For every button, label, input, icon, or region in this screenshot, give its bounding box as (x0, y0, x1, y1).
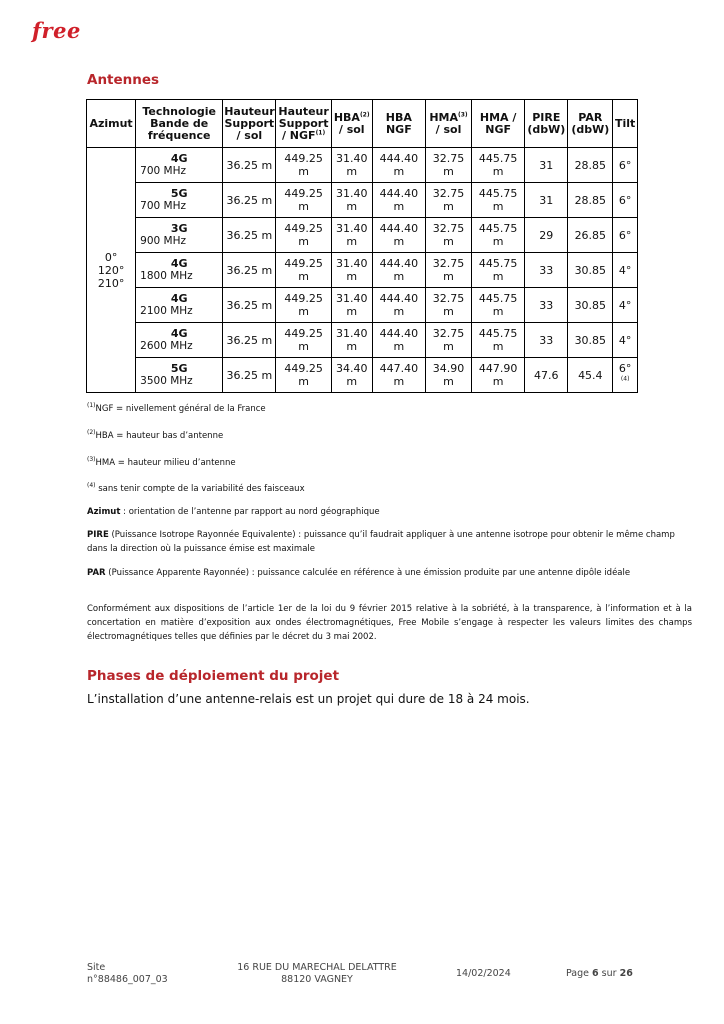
footnote-hma: $^{(3)}$HMA = hauteur milieu d’antenne (87, 456, 236, 468)
hma-ngf-cell: 445.75 m (472, 218, 525, 253)
hauteur-ngf-cell: 449.25 m (276, 218, 331, 253)
hba-sol-cell: 31.40 m (331, 253, 372, 288)
table-header-row (87, 100, 638, 148)
footnote-hba: $^{(2)}$HBA = hauteur bas d’antenne (87, 429, 224, 441)
tech-cell: 3G 900 MHz (136, 218, 223, 253)
header-hauteur-sol: Hauteur Support / sol (223, 100, 276, 148)
hauteur-sol-cell: 36.25 m (223, 218, 276, 253)
tech-cell: 4G 2600 MHz (136, 323, 223, 358)
tilt-cell: 6° (613, 218, 638, 253)
tilt-cell: 4° (613, 288, 638, 323)
hba-sol-cell: 31.40 m (331, 148, 372, 183)
definition-par: PAR (Puissance Apparente Rayonnée) : puissance calculée en référence à une émission produite par une antenne dipôle idéale (87, 568, 631, 578)
footer-site: Site n°88486_007_03 (87, 962, 168, 985)
par-cell: 28.85 (568, 148, 613, 183)
hauteur-ngf-cell: 449.25 m (276, 183, 331, 218)
footnote-faisceaux: $^{(4)}$ sans tenir compte de la variabilité des faisceaux (87, 482, 305, 494)
header-tilt: Tilt (613, 100, 638, 148)
table-row (87, 148, 638, 183)
header-par: PAR (dbW) (568, 100, 613, 148)
header-azimut: Azimut (87, 100, 136, 148)
tech-cell: 4G 700 MHz (136, 148, 223, 183)
hba-ngf-cell: 444.40 m (372, 288, 425, 323)
hma-ngf-cell: 445.75 m (472, 253, 525, 288)
definition-pire: PIRE (Puissance Isotrope Rayonnée Equivalente) : puissance qu’il faudrait appliquer à une antenne isotrope pour obtenir le même champ dans la direction où la puissance émise est maximale (87, 530, 675, 554)
hba-ngf-cell: 444.40 m (372, 253, 425, 288)
table-row (87, 358, 638, 393)
hba-sol-cell: 31.40 m (331, 218, 372, 253)
hba-ngf-cell: 444.40 m (372, 148, 425, 183)
par-cell: 45.4 (568, 358, 613, 393)
hauteur-sol-cell: 36.25 m (223, 358, 276, 393)
tilt-cell: 6° (613, 148, 638, 183)
table-row (87, 323, 638, 358)
hma-sol-cell: 32.75 m (425, 148, 471, 183)
tilt-cell: 6° (613, 183, 638, 218)
hma-sol-cell: 32.75 m (425, 253, 471, 288)
hba-sol-cell: 31.40 m (331, 288, 372, 323)
tech-cell: 4G 2100 MHz (136, 288, 223, 323)
footer-page-number: Page 6 sur 26 (566, 968, 633, 979)
hauteur-ngf-cell: 449.25 m (276, 288, 331, 323)
hba-ngf-cell: 447.40 m (372, 358, 425, 393)
tilt-footnote-mark: (4) (620, 375, 630, 383)
free-logo: free (32, 18, 81, 43)
hauteur-sol-cell: 36.25 m (223, 288, 276, 323)
hauteur-ngf-cell: 449.25 m (276, 253, 331, 288)
table-row (87, 218, 638, 253)
hba-ngf-cell: 444.40 m (372, 183, 425, 218)
pire-cell: 47.6 (525, 358, 568, 393)
hba-ngf-cell: 444.40 m (372, 218, 425, 253)
legal-paragraph: Conformément aux dispositions de l’article 1er de la loi du 9 février 2015 relative à la sobriété, à la transparence, à l’information et à la concertation en matière d’exposition aux ondes électromagnétiques, Free Mobile s’engage à respecter les valeurs limites des champs électromagnétiques telles que définies par le décret du 3 mai 2002. (87, 604, 692, 642)
pire-cell: 33 (525, 288, 568, 323)
tilt-cell: 4° (613, 253, 638, 288)
tech-cell: 5G 700 MHz (136, 183, 223, 218)
hauteur-ngf-cell: 449.25 m (276, 323, 331, 358)
hma-ngf-cell: 445.75 m (472, 323, 525, 358)
hma-sol-cell: 34.90 m (425, 358, 471, 393)
table-row (87, 253, 638, 288)
hma-sol-cell: 32.75 m (425, 183, 471, 218)
hba-ngf-cell: 444.40 m (372, 323, 425, 358)
hauteur-ngf-cell: 449.25 m (276, 358, 331, 393)
hba-sol-cell: 31.40 m (331, 323, 372, 358)
tech-cell: 4G 1800 MHz (136, 253, 223, 288)
hma-sol-cell: 32.75 m (425, 288, 471, 323)
hauteur-sol-cell: 36.25 m (223, 253, 276, 288)
header-hma-ngf: HMA / NGF (472, 100, 525, 148)
pire-cell: 31 (525, 183, 568, 218)
header-pire: PIRE (dbW) (525, 100, 568, 148)
antennes-heading: Antennes (87, 72, 160, 88)
par-cell: 28.85 (568, 183, 613, 218)
pire-cell: 31 (525, 148, 568, 183)
footer-date: 14/02/2024 (456, 968, 511, 979)
hauteur-sol-cell: 36.25 m (223, 148, 276, 183)
hba-sol-cell: 31.40 m (331, 183, 372, 218)
hma-ngf-cell: 445.75 m (472, 148, 525, 183)
header-hba-sol: HBA$^{(2)}$ / sol (331, 100, 372, 148)
antennes-table (86, 99, 638, 393)
hauteur-ngf-cell: 449.25 m (276, 148, 331, 183)
header-technologie: Technologie Bande de fréquence (136, 100, 223, 148)
tech-cell: 5G 3500 MHz (136, 358, 223, 393)
header-hma-sol: HMA$^{(3)}$ / sol (425, 100, 471, 148)
phases-heading: Phases de déploiement du projet (87, 668, 340, 684)
hma-ngf-cell: 447.90 m (472, 358, 525, 393)
par-cell: 30.85 (568, 253, 613, 288)
table-row (87, 288, 638, 323)
table-row (87, 183, 638, 218)
hma-ngf-cell: 445.75 m (472, 288, 525, 323)
tilt-cell: 4° (613, 323, 638, 358)
hauteur-sol-cell: 36.25 m (223, 183, 276, 218)
hma-ngf-cell: 445.75 m (472, 183, 525, 218)
hma-sol-cell: 32.75 m (425, 323, 471, 358)
phases-text: L’installation d’une antenne-relais est un projet qui dure de 18 à 24 mois. (87, 692, 530, 706)
hma-sol-cell: 32.75 m (425, 218, 471, 253)
hauteur-sol-cell: 36.25 m (223, 323, 276, 358)
par-cell: 30.85 (568, 323, 613, 358)
header-hba-ngf: HBA NGF (372, 100, 425, 148)
pire-cell: 33 (525, 253, 568, 288)
definition-azimut: Azimut : orientation de l’antenne par rapport au nord géographique (87, 507, 380, 517)
hba-sol-cell: 34.40 m (331, 358, 372, 393)
header-hauteur-ngf: Hauteur Support / NGF$^{(1)}$ (276, 100, 331, 148)
pire-cell: 33 (525, 323, 568, 358)
footer-address: 16 RUE DU MARECHAL DELATTRE 88120 VAGNEY (237, 962, 397, 985)
par-cell: 26.85 (568, 218, 613, 253)
tilt-cell: 6° $^{(4)}$ (613, 358, 638, 393)
azimut-cell: 0° 120° 210° (87, 148, 136, 393)
footnote-ngf: $^{(1)}$NGF = nivellement général de la France (87, 402, 266, 414)
pire-cell: 29 (525, 218, 568, 253)
par-cell: 30.85 (568, 288, 613, 323)
